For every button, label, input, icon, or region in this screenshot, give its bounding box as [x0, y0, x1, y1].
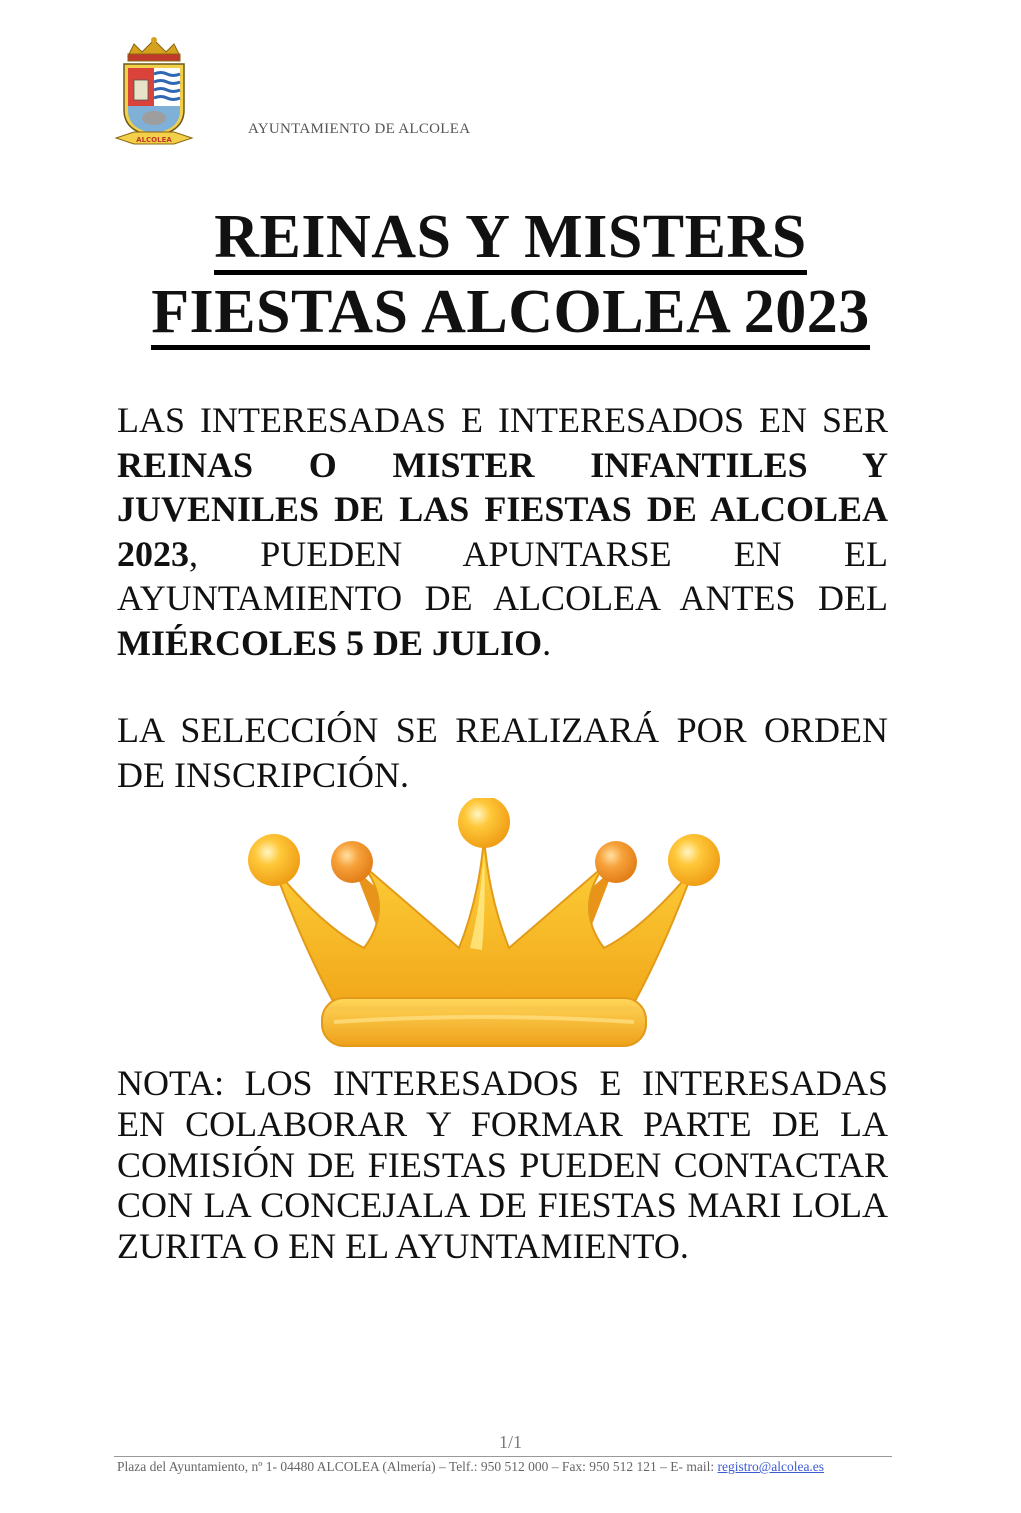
- footer-email-link[interactable]: registro@alcolea.es: [717, 1459, 825, 1474]
- footer-divider: [114, 1456, 892, 1457]
- crown-icon: [244, 798, 724, 1060]
- announcement-highlight-deadline: MIÉRCOLES 5 DE JULIO: [117, 622, 543, 663]
- announcement-highlight-categories: REINAS O MISTER INFANTILES Y JUVENILES DE LAS FIESTAS DE ALCOLEA 2023: [117, 444, 888, 574]
- page-number: 1/1: [498, 1432, 522, 1452]
- organization-name: AYUNTAMIENTO DE ALCOLEA: [248, 121, 471, 137]
- footer-contact: [117, 1459, 892, 1475]
- title-line-1: REINAS Y MISTERS: [0, 206, 1021, 275]
- selection-paragraph: LA SELECCIÓN SE REALIZARÁ POR ORDEN DE INSCRIPCIÓN.: [117, 710, 888, 795]
- crest-ribbon-text: ALCOLEA: [136, 136, 172, 144]
- footer-address: Plaza del Ayuntamiento, nº 1- 04480 ALCOLEA (Almería) – Telf.: 950 512 000 – Fax: 950 512 121 – E- mail:: [117, 1459, 718, 1474]
- municipal-crest-icon: [114, 36, 194, 150]
- title-line-2: FIESTAS ALCOLEA 2023: [0, 281, 1021, 350]
- note-paragraph: NOTA: LOS INTERESADOS E INTERESADAS EN COLABORAR Y FORMAR PARTE DE LA COMISIÓN DE FIESTAS PUEDEN CONTACTAR CON LA CONCEJALA DE FIESTAS MARI LOLA ZURITA O EN EL AYUNTAMIENTO.: [117, 1063, 888, 1267]
- announcement-paragraph: LAS INTERESADAS E INTERESADOS EN SER REINAS O MISTER INFANTILES Y JUVENILES DE LAS FIESTAS DE ALCOLEA 2023, PUEDEN APUNTARSE EN EL AYUNTAMIENTO DE ALCOLEA ANTES DEL MIÉRCOLES 5 DE JULIO.: [117, 400, 888, 663]
